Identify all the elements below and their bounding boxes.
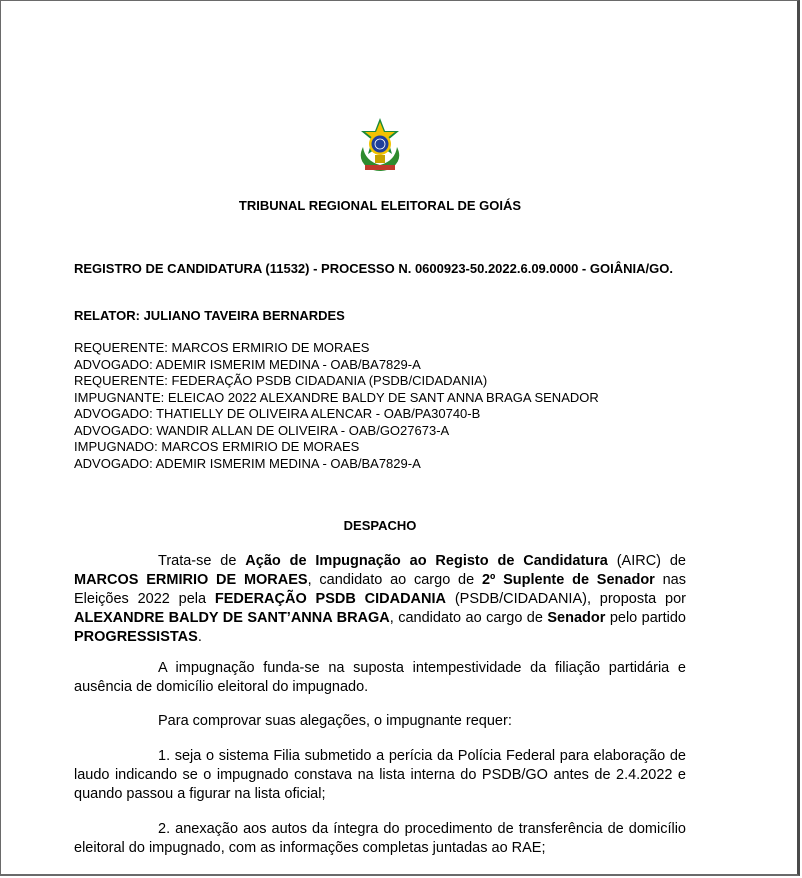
despacho-title: DESPACHO	[343, 518, 417, 533]
party-line: ADVOGADO: ADEMIR ISMERIM MEDINA - OAB/BA7829-A	[74, 356, 421, 372]
paragraph-request-1: 1. seja o sistema Filia submetido a perícia da Polícia Federal para elaboração de laudo indicando se o impugnado constava na lista interna do PSDB/GO antes de 2.4.2022 e quando passou a figurar na lista oficial;	[74, 748, 686, 802]
paragraph-grounds: A impugnação funda-se na suposta intempestividade da filiação partidária e ausência de domicílio eleitoral do impugnado.	[74, 660, 686, 695]
party-line: IMPUGNADO: MARCOS ERMIRIO DE MORAES	[74, 439, 360, 454]
case-registration-header: REGISTRO DE CANDIDATURA (11532) - PROCESSO N. 0600923-50.2022.6.09.0000 - GOIÂNIA/GO.	[74, 261, 673, 276]
party-line: REQUERENTE: FEDERAÇÃO PSDB CIDADANIA (PSDB/CIDADANIA)	[74, 373, 488, 388]
relator-line: RELATOR: JULIANO TAVEIRA BERNARDES	[74, 308, 345, 323]
parties-list	[74, 340, 686, 472]
paragraph-request-2: 2. anexação aos autos da íntegra do procedimento de transferência de domicílio eleitoral do impugnado, com as informações completas juntadas ao RAE;	[74, 821, 686, 856]
paragraph-requests-intro: Para comprovar suas alegações, o impugnante requer:	[158, 713, 512, 729]
party-line: IMPUGNANTE: ELEICAO 2022 ALEXANDRE BALDY DE SANT ANNA BRAGA SENADOR	[74, 389, 599, 405]
party-line: REQUERENTE: MARCOS ERMIRIO DE MORAES	[74, 340, 370, 355]
party-line: ADVOGADO: THATIELLY DE OLIVEIRA ALENCAR - OAB/PA30740-B	[74, 406, 481, 421]
party-line: ADVOGADO: ADEMIR ISMERIM MEDINA - OAB/BA7829-A	[74, 455, 421, 471]
court-title: TRIBUNAL REGIONAL ELEITORAL DE GOIÁS	[238, 198, 522, 213]
paragraph-summary: Trata-se de Ação de Impugnação ao Registo de Candidatura (AIRC) de MARCOS ERMIRIO DE MORAES, candidato ao cargo de 2º Suplente de Senador nas Eleições 2022 pela FEDERAÇÃO PSDB CIDADANIA (PSDB/CIDADANIA), proposta por ALEXANDRE BALDY DE SANT’ANNA BRAGA, candidato ao cargo de Senador pelo partido PROGRESSISTAS.	[74, 553, 686, 645]
brazil-coat-of-arms-icon	[353, 117, 407, 175]
party-line: ADVOGADO: WANDIR ALLAN DE OLIVEIRA - OAB/GO27673-A	[74, 422, 450, 438]
